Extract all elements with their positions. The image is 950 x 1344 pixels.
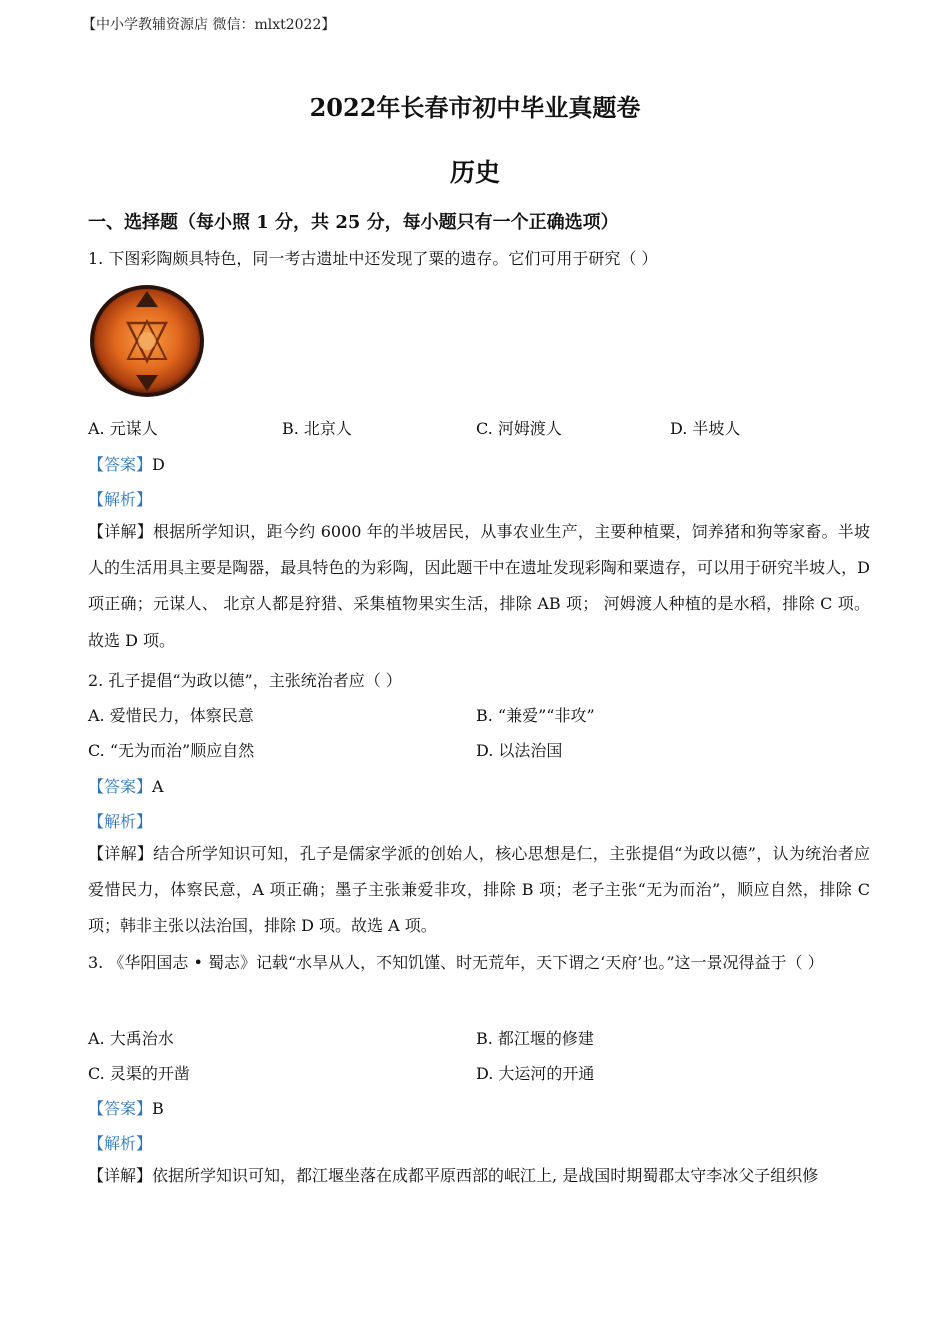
question-3-option-c: C. 灵渠的开凿 bbox=[88, 1064, 190, 1083]
question-1-option-a: A. 元谋人 bbox=[88, 419, 158, 438]
question-3-analysis-label: 【解析】 bbox=[88, 1134, 153, 1153]
answer-label: 【答案】 bbox=[88, 1099, 153, 1118]
question-3-answer bbox=[88, 1096, 164, 1119]
document-title: 2022年长春市初中毕业真题卷 bbox=[309, 93, 641, 122]
painted-pottery-bowl-image bbox=[88, 283, 206, 399]
header-note: 【中小学教辅资源店 微信：mlxt2022】 bbox=[82, 17, 336, 33]
question-1-answer bbox=[88, 452, 165, 475]
question-1-stem: 1. 下图彩陶颇具特色，同一考古遗址中还发现了粟的遗存。它们可用于研究（ ） bbox=[88, 249, 658, 268]
question-1-analysis-label: 【解析】 bbox=[88, 490, 153, 509]
answer-label: 【答案】 bbox=[88, 455, 153, 474]
detail-text: 根据所学知识，距今约 6000 年的半坡居民，从事农业生产，主要种植粟，饲养猪和狗等家畜。半坡人的生活用具主要是陶器，最具特色的为彩陶，因此题干中在遗址发现彩陶和粟遗存，可以用于研究半坡人，D 项正确；元谋人、 北京人都是狩猎、采集植物果实生活，排除 AB 项； 河姆渡人种植的是水稻，排除 C 项。故选 D 项。 bbox=[88, 522, 870, 650]
question-2-option-a: A. 爱惜民力，体察民意 bbox=[88, 706, 254, 725]
question-2-detail bbox=[88, 836, 870, 945]
question-2-option-d: D. 以法治国 bbox=[476, 741, 563, 760]
question-2-option-c: C. “无为而治”顺应自然 bbox=[88, 741, 255, 760]
answer-label: 【答案】 bbox=[88, 777, 153, 796]
detail-text: 依据所学知识可知，都江堰坐落在成都平原西部的岷江上, 是战国时期蜀郡太守李冰父子组织修 bbox=[152, 1166, 819, 1185]
detail-text: 结合所学知识可知，孔子是儒家学派的创始人，核心思想是仁，主张提倡“为政以德”，认为统治者应爱惜民力，体察民意，A 项正确；墨子主张兼爱非攻，排除 B 项；老子主张“无为而治”，顺应自然，排除 C 项；韩非主张以法治国，排除 D 项。故选 A 项。 bbox=[88, 844, 870, 936]
question-2-analysis-label: 【解析】 bbox=[88, 812, 153, 831]
question-1-detail bbox=[88, 514, 870, 659]
question-3-option-b: B. 都江堰的修建 bbox=[476, 1029, 594, 1048]
question-3-detail bbox=[88, 1158, 870, 1194]
answer-value: A bbox=[152, 777, 164, 796]
subject-title: 历史 bbox=[449, 158, 500, 187]
detail-label: 【详解】 bbox=[88, 844, 154, 863]
answer-value: D bbox=[152, 455, 165, 474]
section-heading: 一、选择题（每小照 1 分，共 25 分，每小题只有一个正确选项） bbox=[88, 212, 619, 233]
detail-label: 【详解】 bbox=[88, 1166, 153, 1185]
question-3-option-a: A. 大禹治水 bbox=[88, 1029, 174, 1048]
question-2-stem: 2. 孔子提倡“为政以德”，主张统治者应（ ） bbox=[88, 671, 402, 690]
question-3-option-d: D. 大运河的开通 bbox=[476, 1064, 595, 1083]
question-1-option-d: D. 半坡人 bbox=[670, 419, 741, 438]
detail-label: 【详解】 bbox=[88, 522, 153, 541]
question-1-option-c: C. 河姆渡人 bbox=[476, 419, 562, 438]
question-1-option-b: B. 北京人 bbox=[282, 419, 352, 438]
question-2-answer bbox=[88, 774, 164, 797]
answer-value: B bbox=[152, 1099, 164, 1118]
question-2-option-b: B. “兼爱”“非攻” bbox=[476, 706, 595, 725]
question-3-stem: 3. 《华阳国志 • 蜀志》记载“水旱从人，不知饥馑、时无荒年，天下谓之‘天府’也。”这一景况得益于（ ） bbox=[88, 953, 824, 972]
